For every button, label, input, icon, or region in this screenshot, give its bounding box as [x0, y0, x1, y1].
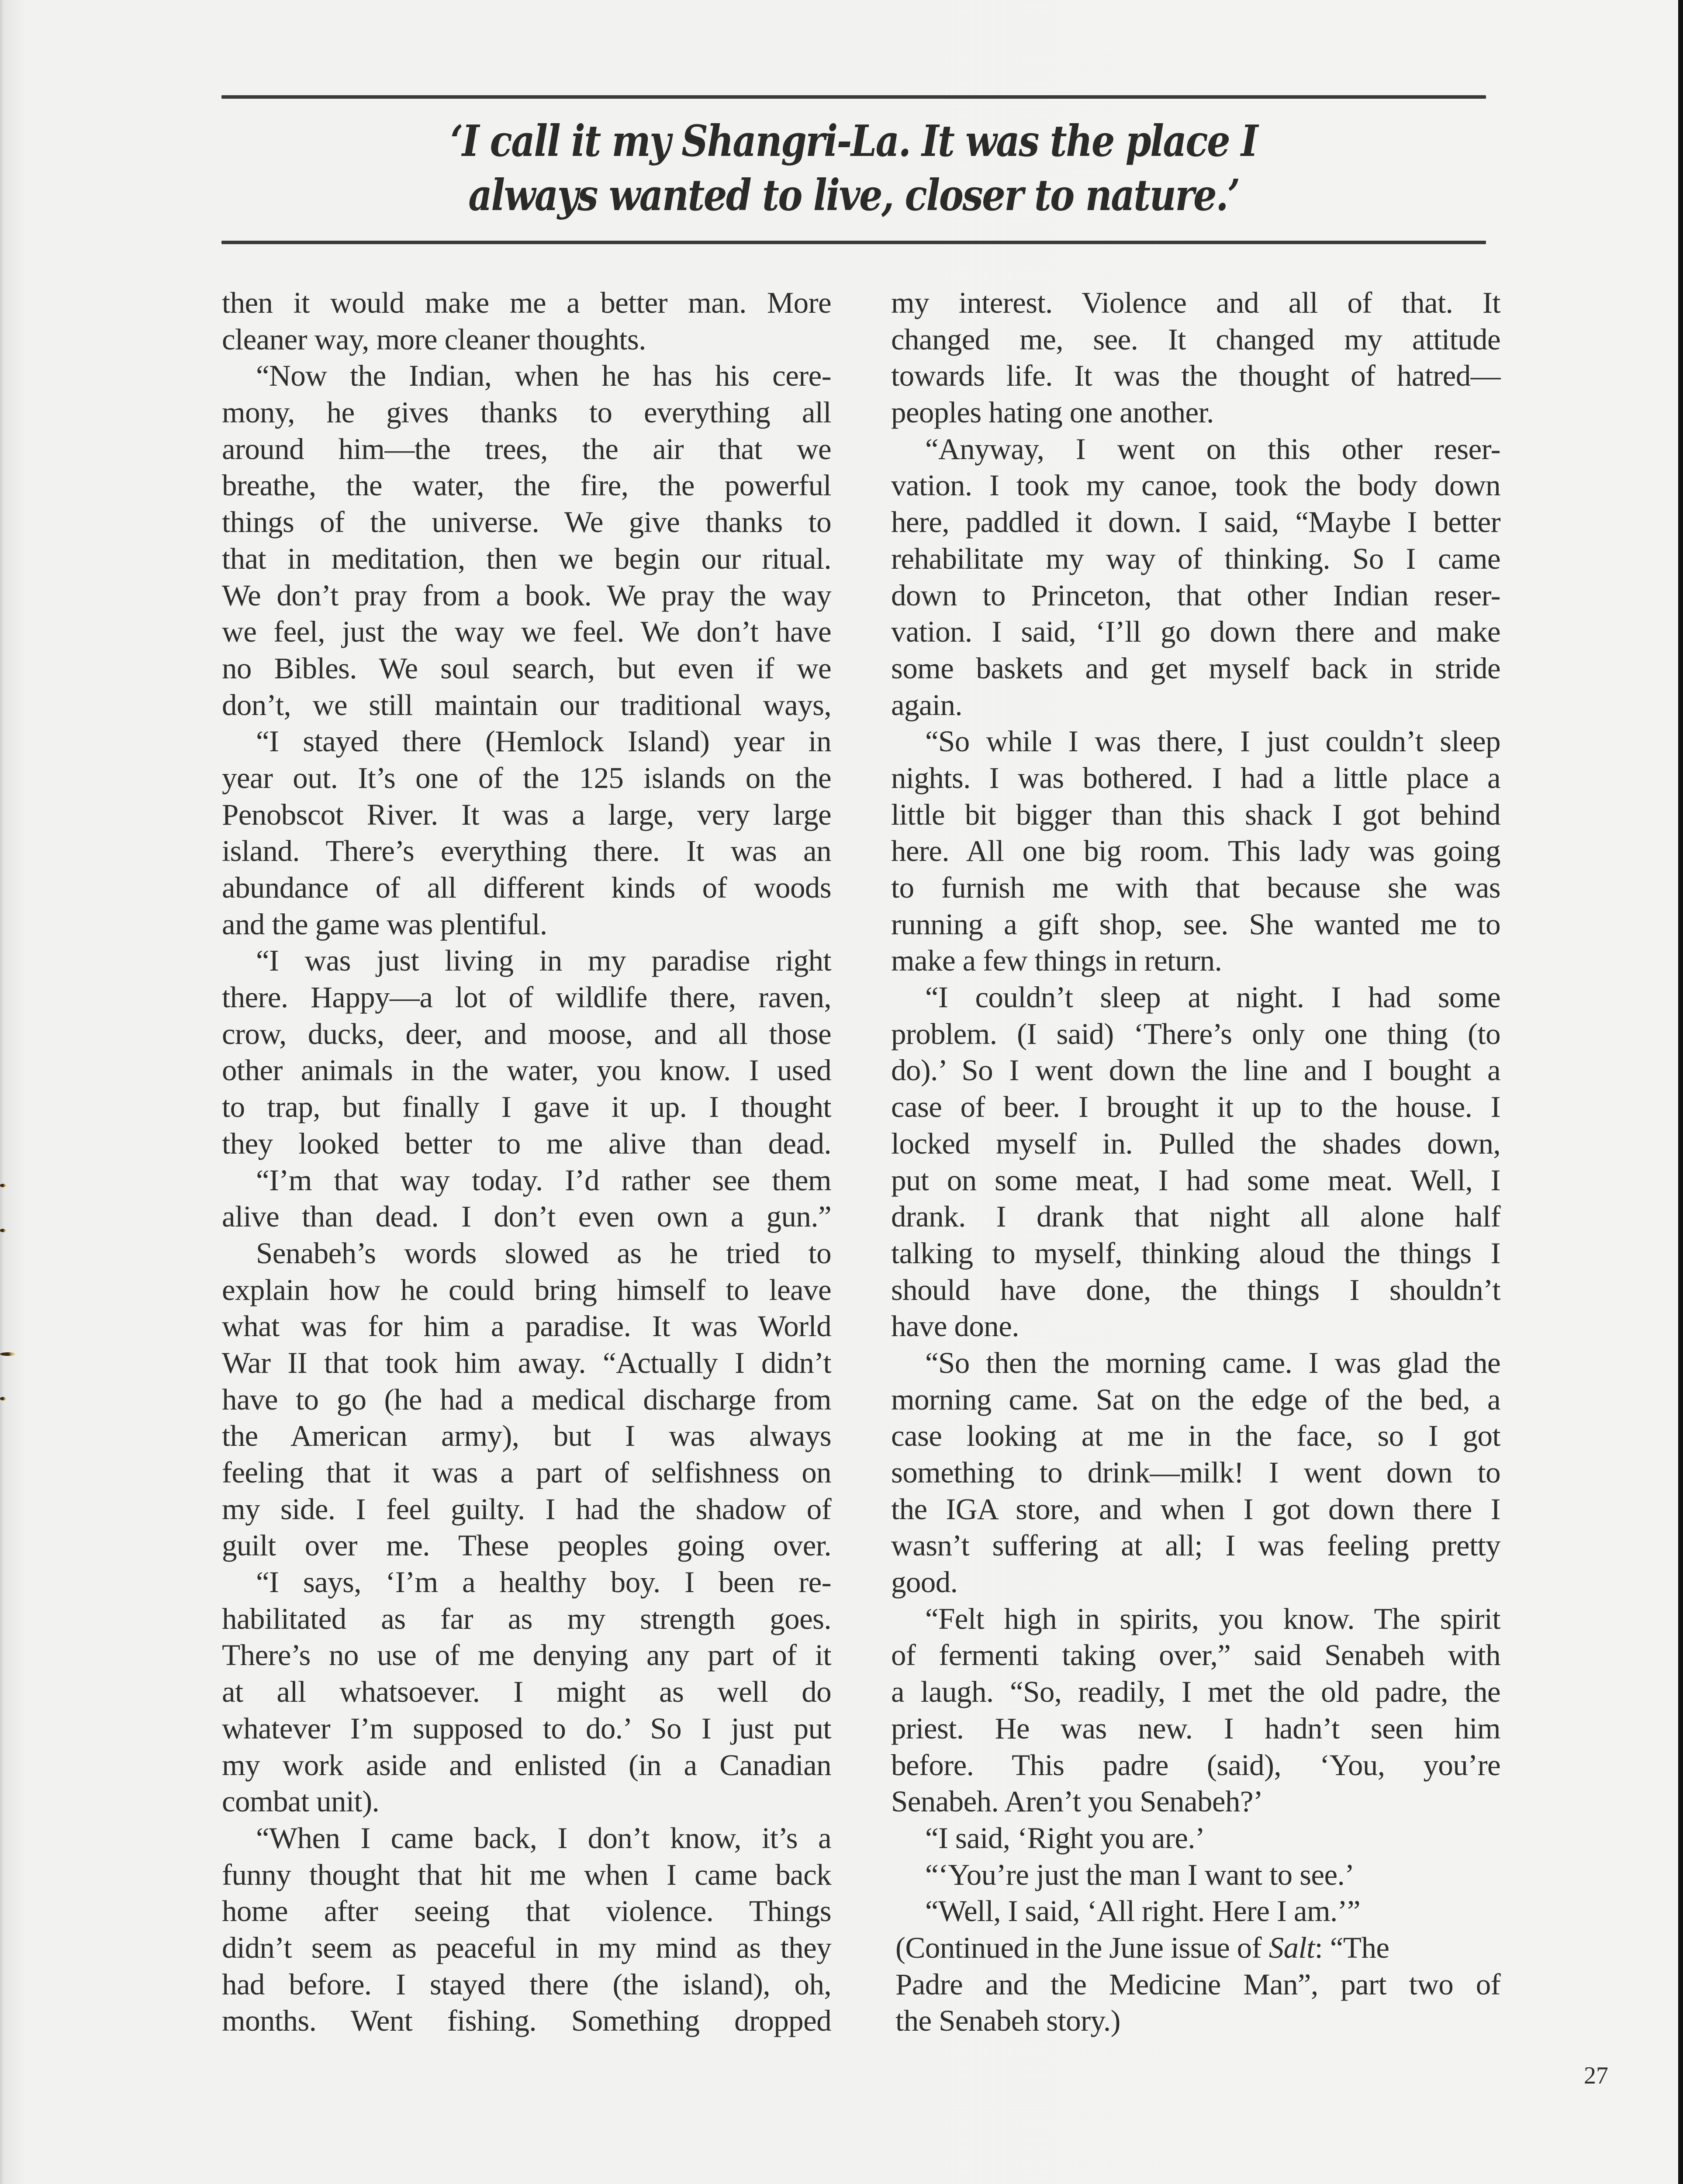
- text-line: had before. I stayed there (the island), oh,: [222, 1967, 831, 2001]
- text-line: cleaner way, more cleaner thoughts.: [222, 322, 646, 356]
- text-line: explain how he could bring himself to leave: [222, 1273, 831, 1306]
- scan-edge: [1678, 0, 1683, 2184]
- text-line: no Bibles. We soul search, but even if we: [222, 651, 831, 685]
- text-line: here, paddled it down. I said, “Maybe I better: [891, 505, 1500, 539]
- continuation-note-line: [891, 1930, 1500, 1966]
- text-line: didn’t seem as peaceful in my mind as they: [222, 1931, 831, 1964]
- text-line: some baskets and get myself back in stride: [891, 651, 1500, 685]
- text-line: to trap, but finally I gave it up. I thought: [222, 1090, 831, 1124]
- text-line: wasn’t suffering at all; I was feeling pretty: [891, 1529, 1500, 1562]
- page-number: 27: [1584, 2062, 1608, 2089]
- text-line: towards life. It was the thought of hatred—: [891, 359, 1500, 393]
- text-line: funny thought that hit me when I came back: [222, 1858, 831, 1891]
- text-line: of fermenti taking over,” said Senabeh with: [891, 1638, 1500, 1672]
- text-line: whatever I’m supposed to do.’ So I just put: [222, 1711, 831, 1745]
- text-line: alive than dead. I don’t even own a gun.”: [222, 1200, 831, 1234]
- pull-quote-bottom-rule: [221, 241, 1486, 244]
- text-line: do).’ So I went down the line and I bought a: [891, 1054, 1500, 1087]
- text-line: case of beer. I brought it up to the house. I: [891, 1090, 1500, 1124]
- text-line: months. Went fishing. Something dropped: [222, 2004, 831, 2038]
- text-line: that in meditation, then we begin our ritual.: [222, 542, 831, 575]
- text-line: my work aside and enlisted (in a Canadian: [222, 1748, 831, 1782]
- text-line: Senabeh’s words slowed as he tried to: [256, 1236, 831, 1270]
- text-line: should have done, the things I shouldn’t: [891, 1273, 1500, 1306]
- text-line: little bit bigger than this shack I got behind: [891, 798, 1500, 831]
- text-line: locked myself in. Pulled the shades down,: [891, 1127, 1500, 1160]
- text-line: again.: [891, 688, 963, 722]
- text-line: the American army), but I was always: [222, 1419, 831, 1453]
- text-line: don’t, we still maintain our traditional ways,: [222, 688, 831, 722]
- text-line: they looked better to me alive than dead.: [222, 1127, 831, 1160]
- text-line: running a gift shop, see. She wanted me to: [891, 907, 1500, 941]
- text-line: There’s no use of me denying any part of it: [222, 1638, 831, 1672]
- text-line: habilitated as far as my strength goes.: [222, 1602, 831, 1635]
- text-line: changed me, see. It changed my attitude: [891, 322, 1500, 356]
- text-line: “I’m that way today. I’d rather see them: [256, 1163, 831, 1197]
- article-column-left: [222, 285, 831, 2039]
- text-line: then it would make me a better man. More: [222, 286, 831, 319]
- text-line: my interest. Violence and all of that. It: [891, 286, 1500, 319]
- text-line: here. All one big room. This lady was going: [891, 834, 1500, 868]
- text-line: island. There’s everything there. It was an: [222, 834, 831, 868]
- staple-mark: [0, 1397, 6, 1400]
- text-line: “Felt high in spirits, you know. The spirit: [925, 1602, 1500, 1635]
- text-line: combat unit).: [222, 1785, 380, 1818]
- text-line: Senabeh. Aren’t you Senabeh?’: [891, 1785, 1263, 1818]
- text-line: put on some meat, I had some meat. Well, I: [891, 1163, 1500, 1197]
- pull-quote-line: always wanted to live, closer to nature.’: [468, 170, 1239, 221]
- text-line: “Well, I said, ‘All right. Here I am.’”: [925, 1894, 1361, 1928]
- text-line: We don’t pray from a book. We pray the way: [222, 578, 831, 612]
- text-line: “So then the morning came. I was glad the: [925, 1346, 1500, 1379]
- text-line: “Now the Indian, when he has his cere-: [256, 359, 831, 393]
- text-line: year out. It’s one of the 125 islands on the: [222, 761, 831, 795]
- text-line: down to Princeton, that other Indian reser-: [891, 578, 1500, 612]
- text-line: vation. I took my canoe, took the body down: [891, 469, 1500, 502]
- text-line: guilt over me. These peoples going over.: [222, 1529, 831, 1562]
- text-line: “I said, ‘Right you are.’: [925, 1821, 1205, 1855]
- continuation-text: (Continued in the June issue of: [895, 1931, 1269, 1964]
- pull-quote-line: ‘I call it my Shangri-La. It was the place I: [450, 116, 1257, 166]
- text-line: crow, ducks, deer, and moose, and all those: [222, 1017, 831, 1051]
- text-line: mony, he gives thanks to everything all: [222, 396, 831, 429]
- staple-mark: [0, 1184, 6, 1187]
- text-line: the IGA store, and when I got down there I: [891, 1492, 1500, 1526]
- text-line: to furnish me with that because she was: [891, 871, 1500, 904]
- text-line: at all whatsoever. I might as well do: [222, 1675, 831, 1709]
- continuation-text: : “The: [1314, 1931, 1389, 1964]
- text-line: have to go (he had a medical discharge from: [222, 1382, 831, 1416]
- text-line: “I couldn’t sleep at night. I had some: [925, 981, 1500, 1014]
- text-line: War II that took him away. “Actually I didn’t: [222, 1346, 831, 1379]
- text-line: feeling that it was a part of selfishness on: [222, 1456, 831, 1489]
- text-line: abundance of all different kinds of woods: [222, 871, 831, 904]
- text-line: we feel, just the way we feel. We don’t have: [222, 615, 831, 649]
- text-line: morning came. Sat on the edge of the bed, a: [891, 1382, 1500, 1416]
- text-line: “I was just living in my paradise right: [256, 944, 831, 978]
- text-line: around him—the trees, the air that we: [222, 432, 831, 466]
- binding-edge: [0, 0, 4, 2184]
- text-line: “When I came back, I don’t know, it’s a: [256, 1821, 831, 1855]
- text-line: peoples hating one another.: [891, 396, 1214, 429]
- text-line: make a few things in return.: [891, 944, 1222, 978]
- text-line: rehabilitate my way of thinking. So I came: [891, 542, 1500, 575]
- article-column-right: [891, 285, 1500, 2039]
- text-line: “I stayed there (Hemlock Island) year in: [256, 725, 831, 758]
- text-line: case looking at me in the face, so I got: [891, 1419, 1500, 1453]
- text-line: “I says, ‘I’m a healthy boy. I been re-: [256, 1565, 831, 1599]
- continuation-note-line: the Senabeh story.): [895, 2004, 1120, 2038]
- text-line: priest. He was new. I hadn’t seen him: [891, 1711, 1500, 1745]
- staple-mark: [0, 1229, 6, 1232]
- text-line: other animals in the water, you know. I used: [222, 1054, 831, 1087]
- text-line: things of the universe. We give thanks to: [222, 505, 831, 539]
- pull-quote-top-rule: [221, 95, 1486, 99]
- text-line: there. Happy—a lot of wildlife there, raven,: [222, 981, 831, 1014]
- text-line: drank. I drank that night all alone half: [891, 1200, 1500, 1234]
- text-line: talking to myself, thinking aloud the things I: [891, 1236, 1500, 1270]
- text-line: Penobscot River. It was a large, very large: [222, 798, 831, 831]
- text-line: home after seeing that violence. Things: [222, 1894, 831, 1928]
- text-line: have done.: [891, 1310, 1019, 1343]
- text-line: before. This padre (said), ‘You, you’re: [891, 1748, 1500, 1782]
- text-line: “Anyway, I went on this other reser-: [925, 432, 1500, 466]
- text-line: nights. I was bothered. I had a little place a: [891, 761, 1500, 795]
- text-line: good.: [891, 1565, 958, 1599]
- text-line: breathe, the water, the fire, the powerful: [222, 469, 831, 502]
- text-line: a laugh. “So, readily, I met the old padre, the: [891, 1675, 1500, 1709]
- text-line: and the game was plentiful.: [222, 907, 547, 941]
- continuation-note-line: Padre and the Medicine Man”, part two of: [895, 1967, 1500, 2001]
- text-line: “So while I was there, I just couldn’t sleep: [925, 725, 1500, 758]
- text-line: something to drink—milk! I went down to: [891, 1456, 1500, 1489]
- text-line: my side. I feel guilty. I had the shadow of: [222, 1492, 831, 1526]
- staple-mark: [0, 1352, 16, 1356]
- pull-quote: [310, 114, 1398, 223]
- text-line: “‘You’re just the man I want to see.’: [925, 1858, 1355, 1891]
- text-line: problem. (I said) ‘There’s only one thing (to: [891, 1017, 1500, 1051]
- text-line: what was for him a paradise. It was World: [222, 1310, 831, 1343]
- magazine-title: Salt: [1268, 1931, 1315, 1964]
- text-line: vation. I said, ‘I’ll go down there and make: [891, 615, 1500, 649]
